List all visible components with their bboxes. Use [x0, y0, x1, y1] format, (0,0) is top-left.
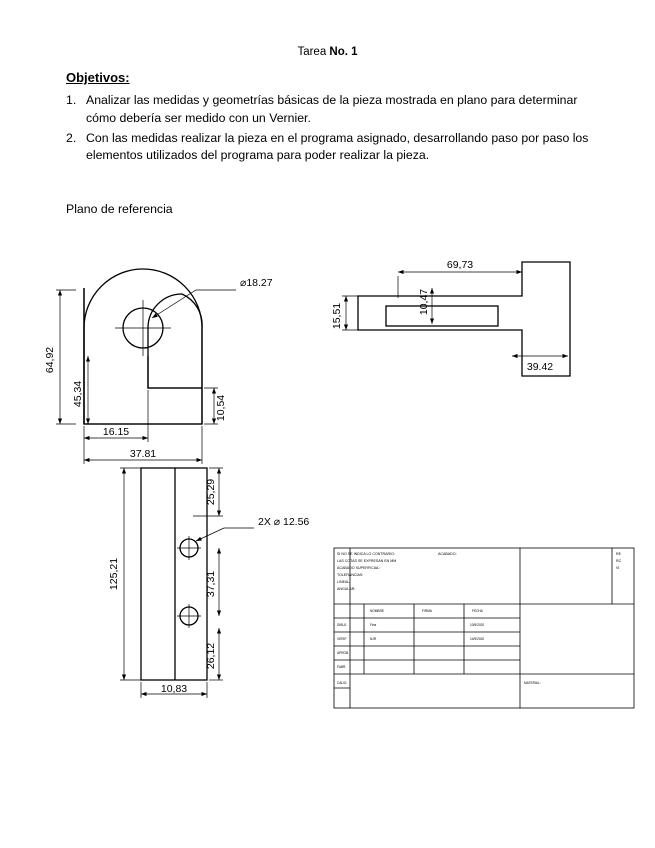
dim-total-width-front: 37.81 — [129, 448, 157, 460]
tb-row-label-3: FABR. — [337, 665, 347, 669]
tb-col-fecha: FECHA — [472, 609, 483, 613]
tb-row-fecha-0: 10/9/2020 — [470, 623, 485, 627]
dim-mid-height-front: 45,34 — [72, 380, 84, 408]
tb-row-label-1: VERIF. — [337, 637, 347, 641]
tb-note-0: SI NO SE INDICA LO CONTRARIO: — [337, 552, 395, 556]
document-header — [0, 46, 655, 58]
dim-total-height-front: 64,92 — [44, 346, 56, 374]
objectives-list — [66, 92, 596, 167]
dim-right-height-front: 10,54 — [215, 394, 227, 422]
tb-material-label: MATERIAL: — [524, 681, 541, 685]
dim-width-side: 10,83 — [160, 683, 188, 695]
list-item — [66, 92, 596, 128]
tb-row-label-0: DIBUJ. — [337, 623, 348, 627]
list-item-text: Con las medidas realizar la pieza en el programa asignado, desarrollando paso por paso los elementos utilizados del programa para poder realizar la pieza. — [86, 130, 589, 163]
tb-note-4: LINEAL: — [337, 580, 351, 584]
tb-row-nombre-0: Fina — [370, 623, 377, 627]
tb-col-firma: FIRMA — [422, 609, 432, 613]
tb-row-label-2: APROB. — [337, 651, 350, 655]
list-item — [66, 130, 596, 166]
dim-inner-height-top: 10,47 — [418, 288, 430, 316]
dim-top-offset-side: 25,29 — [205, 478, 217, 506]
plano-de-referencia-label: Plano de referencia — [66, 202, 173, 216]
tb-right-label-1: RC — [616, 559, 622, 563]
tb-note-2: ACABADO SUPERFICIAL: — [337, 566, 381, 570]
tb-note-1: LAS COTAS SE EXPRESAN EN MM — [337, 559, 397, 563]
dim-hole-spacing-side: 37,31 — [205, 570, 217, 598]
objectives-title: Objetivos: — [66, 70, 130, 85]
dim-holes-side: 2X ⌀ 12.56 — [258, 516, 310, 528]
list-item-text: Analizar las medidas y geometrías básicas de la pieza mostrada en plano para determinar cómo debería ser medido con un Vernier. — [86, 93, 578, 125]
tb-right-label-0: RE — [616, 552, 621, 556]
dim-side-height-top: 15,51 — [331, 302, 343, 330]
tb-note-5: ANGULAR: — [337, 587, 356, 591]
tb-right-label-2: VI — [616, 566, 620, 570]
tb-acabado-label: ACABADO: — [438, 552, 457, 556]
list-item-number: 2. — [66, 130, 77, 145]
tb-row-label-4: CALID. — [337, 681, 348, 685]
header-number: No. 1 — [329, 46, 358, 58]
tb-col-nombre: NOMBRE — [370, 609, 384, 613]
dim-bottom-offset-side: 26,12 — [205, 642, 217, 670]
list-item-number: 1. — [66, 93, 77, 107]
tb-row-fecha-1: 14/9/2020 — [470, 637, 485, 641]
tb-row-nombre-1: NJR — [370, 637, 377, 641]
tb-note-3: TOLERANCIAS: — [337, 573, 364, 577]
dim-bottom-top: 39.42 — [526, 361, 554, 373]
header-prefix: Tarea — [297, 46, 330, 58]
dim-length-top: 69,73 — [446, 259, 474, 271]
dim-diameter-front: ⌀18.27 — [240, 277, 273, 289]
technical-drawing — [0, 228, 655, 728]
dim-left-width-front: 16.15 — [102, 426, 130, 438]
dim-total-height-side: 125,21 — [108, 557, 120, 591]
